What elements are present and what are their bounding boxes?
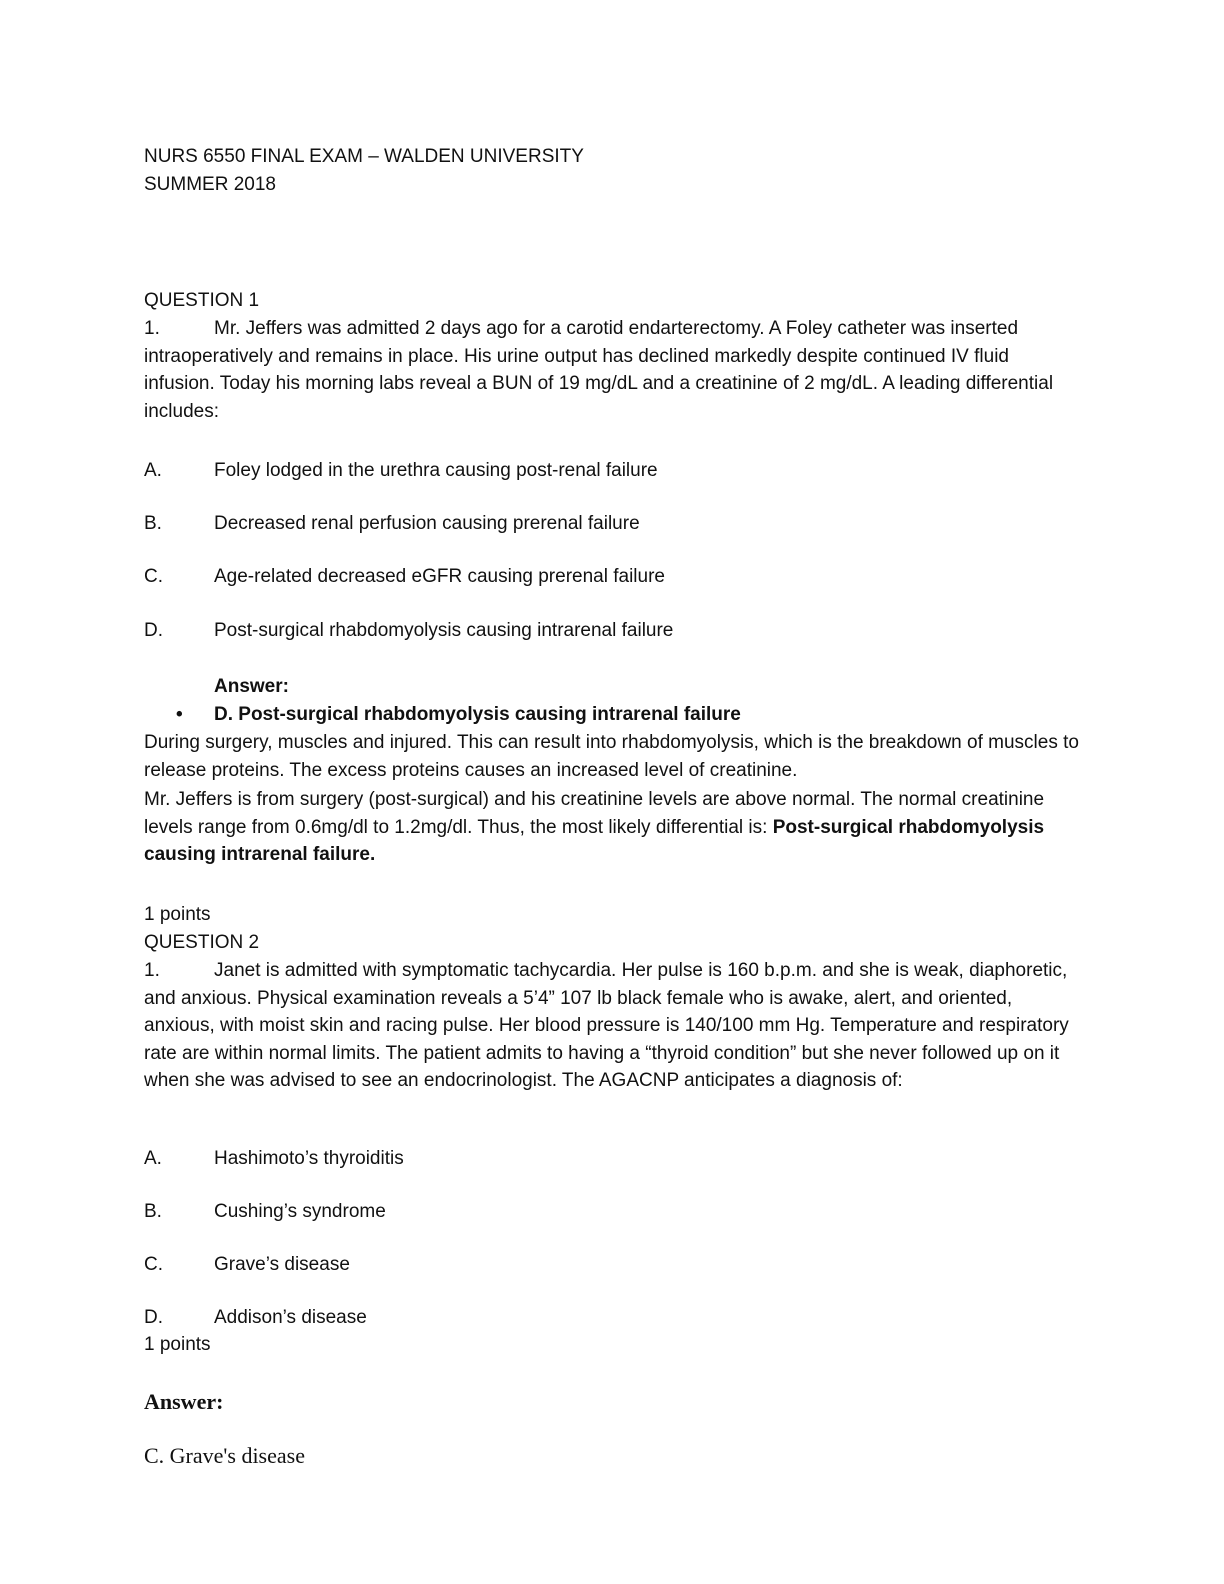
option-text: Age-related decreased eGFR causing prerenal failure (214, 566, 665, 587)
exam-term: SUMMER 2018 (144, 174, 276, 195)
question-1-number: 1. (144, 318, 160, 339)
question-2-label: QUESTION 2 (144, 932, 260, 953)
question-1-answer (144, 701, 1044, 731)
question-2-body (144, 957, 1079, 1095)
option-text: Grave’s disease (214, 1254, 350, 1275)
question-2-answer-label: Answer: (144, 1389, 224, 1414)
question-1-answer-text: D. Post-surgical rhabdomyolysis causing intrarenal failure (214, 704, 741, 725)
option-text: Foley lodged in the urethra causing post-renal failure (214, 460, 658, 481)
question-2-text: Janet is admitted with symptomatic tachycardia. Her pulse is 160 b.p.m. and she is weak, diaphoretic, and anxious. Physical examination reveals a 5’4” 107 lb black female who is awake, alert, and oriented, anxious, with moist skin and racing pulse. Her blood pressure is 140/100 mm Hg. Temperature and respiratory rate are within normal limits. The patient admits to having a “thyroid condition” but she never followed up on it when she was advised to see an endocrinologist. The AGACNP anticipates a diagnosis of: (144, 960, 1069, 1091)
exam-page (144, 0, 1084, 1584)
question-2-points: 1 points (144, 1334, 211, 1355)
option-letter: B. (144, 1201, 162, 1222)
option-text: Decreased renal perfusion causing prerenal failure (214, 513, 640, 534)
question-2-option-d (144, 1304, 1044, 1334)
option-text: Cushing’s syndrome (214, 1201, 386, 1222)
question-1-text: Mr. Jeffers was admitted 2 days ago for a carotid endarterectomy. A Foley catheter was inserted intraoperatively and remains in place. His urine output has declined markedly despite continued IV fluid infusion. Today his morning labs reveal a BUN of 19 mg/dL and a creatinine of 2 mg/dL. A leading differential includes: (144, 318, 1054, 422)
option-letter: D. (144, 1307, 163, 1328)
question-2-number: 1. (144, 960, 160, 981)
option-text: Hashimoto’s thyroiditis (214, 1148, 404, 1169)
question-1-explanation-2 (144, 786, 1079, 869)
bullet-icon: • (176, 704, 183, 725)
question-1-answer-label: Answer: (214, 676, 289, 697)
question-1-option-c (144, 563, 1044, 593)
question-1-points: 1 points (144, 904, 211, 925)
option-letter: A. (144, 1148, 162, 1169)
question-1-body (144, 315, 1079, 425)
question-1-option-d (144, 617, 1044, 647)
option-text: Post-surgical rhabdomyolysis causing intrarenal failure (214, 620, 674, 641)
question-1-explanation-1: During surgery, muscles and injured. This can result into rhabdomyolysis, which is the breakdown of muscles to release proteins. The excess proteins causes an increased level of creatinine. (144, 732, 1079, 781)
question-1-option-a (144, 457, 1044, 487)
question-2-option-b (144, 1198, 1044, 1228)
option-text: Addison’s disease (214, 1307, 367, 1328)
option-letter: A. (144, 460, 162, 481)
option-letter: C. (144, 566, 163, 587)
explanation-text: Mr. Jeffers is from surgery (post-surgical) and his creatinine levels are above normal. The normal creatinine levels range from 0.6mg/dl to 1.2mg/dl. Thus, the most likely differential is: (144, 789, 1045, 838)
question-2-answer-text: C. Grave's disease (144, 1443, 305, 1468)
exam-title: NURS 6550 FINAL EXAM – WALDEN UNIVERSITY (144, 146, 584, 167)
option-letter: D. (144, 620, 163, 641)
question-1-label: QUESTION 1 (144, 290, 260, 311)
option-letter: C. (144, 1254, 163, 1275)
question-2-option-a (144, 1145, 1044, 1175)
explanation-conclusion: Post-surgical rhabdomyolysis causing intrarenal failure. (144, 816, 1045, 865)
question-2-option-c (144, 1251, 1044, 1281)
question-1-option-b (144, 510, 1044, 540)
option-letter: B. (144, 513, 162, 534)
